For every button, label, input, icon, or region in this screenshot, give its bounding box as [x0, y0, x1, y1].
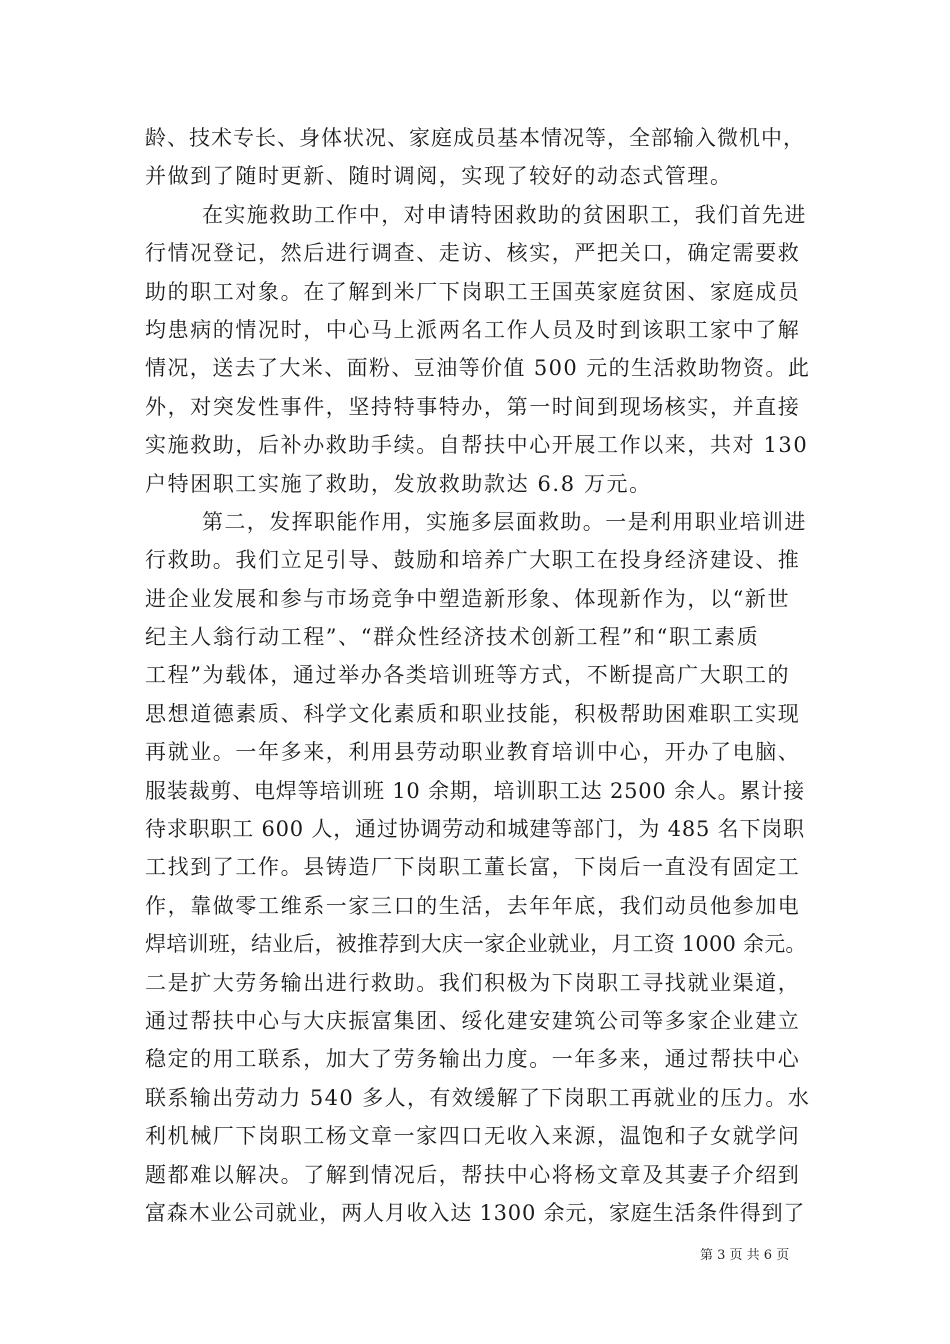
text-line: 富森木业公司就业，两人月收入达 1300 余元，家庭生活条件得到了 — [145, 1200, 806, 1225]
text-line: 户特困职工实施了救助，发放救助款达 6.8 万元。 — [145, 471, 652, 496]
text-line: 实施救助，后补办救助手续。自帮扶中心开展工作以来，共对 130 — [145, 433, 809, 458]
page-number-footer: 第 3 页 共 6 页 — [700, 1248, 790, 1263]
text-line: 龄、技术专长、身体状况、家庭成员基本情况等，全部输入微机中， — [145, 126, 805, 150]
text-line: 二是扩大劳务输出进行救助。我们积极为下岗职工寻找就业渠道， — [145, 970, 801, 995]
text-line: 思想道德素质、科学文化素质和职业技能，积极帮助困难职工实现 — [145, 701, 801, 726]
text-line: 通过帮扶中心与大庆振富集团、绥化建安建筑公司等多家企业建立 — [145, 1008, 801, 1033]
text-line: 外，对突发性事件，坚持特事特办，第一时间到现场核实，并直接 — [145, 394, 801, 419]
text-line: 题都难以解决。了解到情况后，帮扶中心将杨文章及其妻子介绍到 — [145, 1162, 801, 1187]
text-line: 利机械厂下岗职工杨文章一家四口无收入来源，温饱和子女就学问 — [145, 1124, 801, 1149]
body-text — [145, 119, 810, 1232]
text-line: 进企业发展和参与市场竞争中塑造新形象、体现新作为，以“新世 — [145, 586, 791, 611]
text-line: 工程”为载体，通过举办各类培训班等方式，不断提高广大职工的 — [145, 663, 791, 688]
text-line: 焊培训班，结业后，被推荐到大庆一家企业就业，月工资 1000 余元。 — [145, 932, 807, 957]
text-line: 均患病的情况时，中心马上派两名工作人员及时到该职工家中了解 — [145, 317, 801, 342]
text-line: 待求职职工 600 人，通过协调劳动和城建等部门，为 485 名下岗职 — [145, 817, 805, 842]
text-line: 情况，送去了大米、面粉、豆油等价值 500 元的生活救助物资。此 — [145, 356, 811, 381]
text-line: 稳定的用工联系，加大了劳务输出力度。一年多来，通过帮扶中心 — [145, 1047, 801, 1072]
text-line: 联系输出劳动力 540 多人，有效缓解了下岗职工再就业的压力。水 — [145, 1085, 811, 1110]
text-line: 纪主人翁行动工程”、“群众性经济技术创新工程”和“职工素质 — [145, 625, 760, 650]
paragraph-start-line: 第二，发挥职能作用，实施多层面救助。一是利用职业培训进 — [202, 509, 807, 534]
text-line: 行救助。我们立足引导、鼓励和培养广大职工在投身经济建设、推 — [145, 548, 801, 573]
text-line: 服装裁剪、电焊等培训班 10 余期，培训职工达 2500 余人。累计接 — [145, 778, 805, 803]
text-line: 工找到了工作。县铸造厂下岗职工董长富，下岗后一直没有固定工 — [145, 855, 801, 880]
text-line: 行情况登记，然后进行调查、走访、核实，严把关口，确定需要救 — [145, 241, 801, 266]
text-line: 并做到了随时更新、随时调阅，实现了较好的动态式管理。 — [145, 164, 733, 189]
text-line: 助的职工对象。在了解到米厂下岗职工王国英家庭贫困、家庭成员 — [145, 279, 801, 304]
text-line: 再就业。一年多来，利用县劳动职业教育培训中心，开办了电脑、 — [145, 740, 801, 765]
paragraph-start-line: 在实施救助工作中，对申请特困救助的贫困职工，我们首先进 — [202, 202, 807, 227]
text-line: 作，靠做零工维系一家三口的生活，去年年底，我们动员他参加电 — [145, 893, 801, 918]
